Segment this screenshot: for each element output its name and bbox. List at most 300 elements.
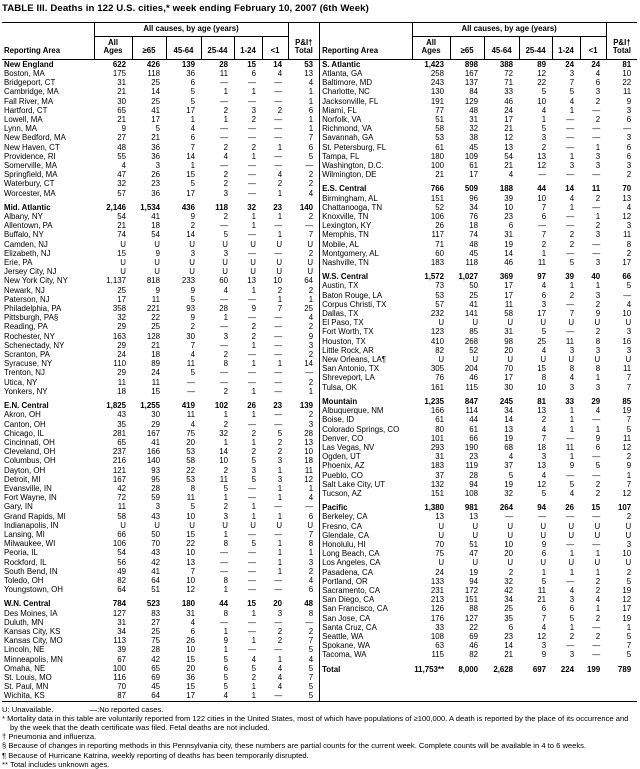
value-cell: 3 — [569, 650, 575, 660]
value-cell: 25 — [151, 78, 160, 88]
value-cell: 5 — [541, 488, 547, 498]
value-cell: — — [274, 322, 283, 332]
city-row — [2, 350, 319, 359]
value-cell: 40 — [591, 272, 601, 282]
value-cell: 51 — [435, 115, 445, 124]
value-cell: 36 — [186, 68, 195, 78]
city-row — [2, 429, 319, 438]
value-cell: 3 — [595, 345, 601, 355]
value-cell: — — [274, 340, 283, 350]
value-cell: 180 — [430, 151, 445, 161]
value-cell: 65 — [151, 663, 160, 673]
value-cell: 1 — [626, 470, 632, 480]
value-cell: 3 — [595, 151, 601, 161]
value-cell: 1 — [277, 654, 283, 664]
value-cell: 107 — [617, 503, 632, 513]
value-cell: 233 — [181, 276, 195, 286]
value-cell: 19 — [622, 585, 632, 595]
reporting-area-header: Reporting Area — [2, 23, 94, 59]
reporting-area-cell: Total — [322, 664, 341, 674]
value-cell: U — [276, 258, 283, 268]
value-cell: 4 — [595, 68, 601, 78]
reporting-area-cell: Bridgeport, CT — [4, 78, 56, 88]
value-cell: U — [154, 258, 160, 268]
city-row — [2, 230, 319, 239]
pi-total-header: P&I† Total — [288, 23, 319, 59]
legend-unavailable: U: Unavailable. — [2, 704, 54, 714]
value-cell: 68 — [504, 442, 514, 452]
value-cell: 2 — [223, 179, 228, 189]
city-row — [320, 115, 637, 124]
value-cell: 50 — [151, 529, 160, 539]
value-cell: 30 — [504, 382, 514, 392]
reporting-area-cell: Yonkers, NY — [4, 386, 48, 396]
value-cell: 11 — [537, 258, 547, 268]
value-cell: 2 — [308, 248, 314, 258]
value-cell: 11 — [591, 184, 601, 194]
value-cell: — — [566, 248, 575, 258]
value-cell: 5 — [508, 470, 514, 480]
value-cell: 13 — [504, 424, 514, 434]
value-cell: 3 — [595, 382, 601, 392]
value-cell: 5 — [626, 576, 632, 586]
value-cell: 2 — [251, 428, 256, 438]
city-row — [2, 502, 319, 511]
value-cell: U — [222, 520, 228, 530]
value-cell: 5 — [251, 663, 256, 673]
value-cell: 1 — [251, 636, 256, 646]
value-cell: 24 — [435, 567, 445, 577]
value-cell: U — [594, 558, 601, 568]
value-cell: 69 — [469, 631, 479, 641]
value-cell: 15 — [247, 59, 256, 69]
value-cell: 76 — [435, 373, 445, 383]
value-cell: — — [623, 124, 632, 134]
value-cell: 47 — [117, 170, 126, 180]
reporting-area-cell: St. Petersburg, FL — [322, 142, 387, 152]
value-cell: 13 — [537, 461, 547, 471]
value-cell: — — [274, 386, 283, 396]
value-cell: 12 — [537, 479, 547, 489]
reporting-area-cell: Long Beach, CA — [322, 549, 380, 559]
city-row — [2, 378, 319, 387]
value-cell: 13 — [504, 142, 514, 152]
city-row — [320, 471, 637, 480]
value-cell: 118 — [215, 202, 228, 212]
col-header-ge65: ≥65 — [132, 36, 166, 59]
value-cell: 20 — [186, 437, 195, 447]
reporting-area-cell: Toledo, OH — [4, 575, 44, 585]
city-row — [2, 249, 319, 258]
value-cell: 6 — [308, 585, 314, 595]
value-cell: 127 — [464, 613, 479, 623]
reporting-area-cell: Albuquerque, NM — [322, 406, 384, 416]
reporting-area-cell: Minneapolis, MN — [4, 654, 63, 664]
reporting-area-cell: Cincinnati, OH — [4, 437, 55, 447]
value-cell: 10 — [537, 193, 547, 203]
value-cell: — — [538, 221, 547, 231]
city-row — [2, 539, 319, 548]
value-cell: 4 — [190, 419, 195, 429]
value-cell: 31 — [186, 608, 195, 618]
value-cell: 72 — [504, 68, 514, 78]
value-cell: 3 — [595, 230, 601, 240]
value-cell: 2 — [308, 410, 314, 420]
city-row — [320, 69, 637, 78]
value-cell: 22 — [469, 622, 479, 632]
reporting-area-cell: Charlotte, NC — [322, 87, 370, 97]
value-cell: 67 — [117, 654, 126, 664]
value-cell: 981 — [464, 503, 479, 513]
value-cell: — — [566, 470, 575, 480]
value-cell: 48 — [469, 239, 479, 249]
value-cell: 2,146 — [106, 202, 126, 212]
value-cell: 1 — [277, 212, 283, 222]
reporting-area-cell: South Bend, IN — [4, 566, 58, 576]
value-cell: 16 — [622, 336, 632, 346]
value-cell: 11 — [504, 299, 514, 309]
city-row — [320, 355, 637, 364]
city-row — [2, 475, 319, 484]
value-cell: 35 — [117, 419, 126, 429]
value-cell: 237 — [112, 447, 126, 457]
value-cell: 5 — [155, 124, 160, 134]
reporting-area-cell: Jersey City, NJ — [4, 267, 57, 277]
value-cell: 3 — [541, 452, 547, 462]
value-cell: 5 — [277, 428, 283, 438]
value-cell: 1 — [595, 549, 601, 559]
value-cell: 9 — [251, 304, 256, 314]
city-row — [320, 595, 637, 604]
value-cell: 1 — [308, 87, 314, 97]
value-cell: 28 — [151, 483, 160, 493]
value-cell: 5 — [190, 96, 195, 106]
value-cell: 11 — [186, 359, 195, 369]
value-cell: 11 — [565, 336, 575, 346]
value-cell: — — [592, 133, 601, 143]
reporting-area-cell: Fall River, MA — [4, 96, 54, 106]
value-cell: 18 — [117, 386, 126, 396]
value-cell: 26 — [151, 170, 160, 180]
value-cell: 20 — [273, 599, 283, 609]
city-row — [2, 585, 319, 594]
value-cell: 106 — [430, 212, 445, 222]
city-row — [320, 434, 637, 443]
region-total-row — [2, 203, 319, 212]
value-cell: 2 — [251, 331, 256, 341]
value-cell: 10 — [537, 382, 547, 392]
city-row — [320, 415, 637, 424]
value-cell: 11 — [622, 87, 632, 97]
value-cell: 4 — [223, 151, 228, 161]
value-cell: 11 — [622, 364, 632, 374]
value-cell: — — [274, 78, 283, 88]
value-cell: 7 — [626, 641, 632, 651]
city-row — [2, 447, 319, 456]
city-row — [320, 480, 637, 489]
value-cell: 172 — [464, 585, 479, 595]
value-cell: 4 — [308, 575, 314, 585]
value-cell: 7 — [541, 613, 547, 623]
value-cell: 5 — [251, 539, 256, 549]
value-cell: 10 — [186, 645, 195, 655]
value-cell: 1 — [308, 483, 314, 493]
value-cell: 388 — [499, 59, 514, 69]
value-cell: — — [592, 239, 601, 249]
value-cell: 23 — [273, 202, 283, 212]
col-header-25-44: 25-44 — [201, 36, 234, 59]
city-row — [320, 87, 637, 96]
value-cell: 48 — [469, 105, 479, 115]
value-cell: 818 — [146, 276, 160, 286]
value-cell: 10 — [186, 548, 195, 558]
value-cell: 110 — [113, 359, 126, 369]
value-cell: 766 — [430, 184, 445, 194]
value-cell: 23 — [469, 452, 479, 462]
value-cell: 66 — [622, 272, 632, 282]
value-cell: 1 — [223, 626, 228, 636]
value-cell: 94 — [537, 503, 547, 513]
value-cell: — — [538, 170, 547, 180]
value-cell: 74 — [469, 230, 479, 240]
value-cell: 25 — [151, 626, 160, 636]
value-cell: 100 — [112, 663, 126, 673]
reporting-area-cell: Duluth, MN — [4, 617, 44, 627]
value-cell: — — [274, 115, 283, 124]
col-header-all-ages: All Ages — [412, 36, 450, 59]
value-cell: 3 — [595, 87, 601, 97]
value-cell: 10 — [622, 309, 632, 319]
value-cell: 5 — [595, 461, 601, 471]
city-row — [2, 456, 319, 465]
value-cell: U — [307, 520, 314, 530]
value-cell: 2 — [541, 415, 547, 425]
value-cell: 98 — [504, 336, 514, 346]
city-row — [2, 410, 319, 419]
value-cell: — — [274, 377, 283, 387]
value-cell: — — [592, 650, 601, 660]
reporting-area-cell: Utica, NY — [4, 377, 38, 387]
deaths-table-right — [320, 23, 637, 674]
value-cell: 2 — [223, 142, 228, 152]
value-cell: U — [507, 558, 514, 568]
city-row — [2, 512, 319, 521]
value-cell: 1 — [277, 493, 283, 503]
reporting-area-cell: Springfield, MA — [4, 170, 58, 180]
value-cell: 4 — [569, 193, 575, 203]
value-cell: 3 — [251, 465, 256, 475]
value-cell: 32 — [504, 576, 514, 586]
value-cell: 9 — [626, 461, 632, 471]
city-row — [320, 249, 637, 258]
value-cell: 37 — [504, 461, 514, 471]
col-header-all-ages: All Ages — [94, 36, 132, 59]
city-row — [2, 530, 319, 539]
value-cell: 1 — [569, 151, 575, 161]
city-row — [2, 576, 319, 585]
value-cell: 116 — [113, 672, 126, 682]
value-cell: 6 — [190, 78, 195, 88]
value-cell: 41 — [151, 212, 160, 222]
city-row — [2, 466, 319, 475]
city-row — [2, 558, 319, 567]
value-cell: 59 — [151, 493, 160, 503]
value-cell: 53 — [304, 59, 314, 69]
value-cell: 1 — [277, 539, 283, 549]
value-cell: 9 — [595, 309, 601, 319]
value-cell: 245 — [499, 396, 514, 406]
value-cell: 75 — [435, 549, 445, 559]
value-cell: 6 — [508, 622, 514, 632]
value-cell: 4 — [541, 622, 547, 632]
value-cell: 166 — [146, 447, 160, 457]
reporting-area-cell: Pacific — [322, 503, 348, 513]
value-cell: — — [305, 368, 314, 378]
value-cell: 17 — [504, 281, 514, 291]
value-cell: 15 — [186, 170, 195, 180]
value-cell: 7 — [190, 566, 195, 576]
value-cell: 4 — [541, 105, 547, 115]
value-cell: 1,423 — [424, 59, 445, 69]
value-cell: 10 — [622, 549, 632, 559]
value-cell: 4 — [277, 672, 283, 682]
value-cell: — — [274, 691, 283, 701]
value-cell: — — [248, 645, 256, 655]
value-cell: — — [274, 331, 283, 341]
value-cell: 23 — [151, 179, 160, 189]
value-cell: — — [187, 377, 195, 387]
city-row — [320, 300, 637, 309]
reporting-area-cell: San Diego, CA — [322, 595, 375, 605]
value-cell: 1 — [223, 87, 228, 97]
value-cell: U — [250, 239, 256, 249]
value-cell: 180 — [181, 599, 195, 609]
value-cell: 1,255 — [140, 401, 160, 411]
value-cell: — — [274, 313, 283, 323]
value-cell: 11 — [219, 68, 228, 78]
value-cell: 7 — [569, 309, 575, 319]
value-cell: — — [248, 78, 256, 88]
value-cell: 118 — [147, 68, 160, 78]
value-cell: 1 — [251, 608, 256, 618]
value-cell: 3 — [541, 641, 547, 651]
reporting-area-cell: Tacoma, WA — [322, 650, 367, 660]
value-cell: 13 — [186, 557, 195, 567]
value-cell: 58 — [504, 309, 514, 319]
value-cell: 6 — [541, 549, 547, 559]
value-cell: 127 — [112, 608, 126, 618]
value-cell: 109 — [464, 151, 479, 161]
reporting-area-cell: Honolulu, HI — [322, 539, 366, 549]
value-cell: 4 — [277, 663, 283, 673]
value-cell: — — [274, 350, 283, 360]
value-cell: U — [594, 521, 601, 531]
reporting-area-cell: Berkeley, CA — [322, 512, 368, 522]
value-cell: 6 — [626, 151, 632, 161]
value-cell: 1 — [223, 313, 228, 323]
value-cell: 10 — [504, 202, 514, 212]
value-cell: 1 — [251, 386, 256, 396]
value-cell: — — [274, 575, 283, 585]
value-cell: — — [566, 512, 575, 522]
value-cell: 29 — [151, 419, 160, 429]
city-row — [2, 106, 319, 115]
value-cell: 1,137 — [106, 276, 126, 286]
value-cell: 167 — [112, 474, 126, 484]
value-cell: 1,572 — [424, 272, 445, 282]
value-cell: 6 — [308, 105, 314, 115]
city-row — [2, 304, 319, 313]
value-cell: 58 — [435, 124, 445, 134]
value-cell: 9 — [595, 433, 601, 443]
value-cell: U — [189, 258, 195, 268]
city-row — [320, 461, 637, 470]
value-cell: 12 — [304, 474, 314, 484]
value-cell: 31 — [504, 230, 514, 240]
value-cell: 4 — [251, 654, 256, 664]
reporting-area-cell: W.S. Central — [322, 272, 369, 282]
value-cell: U — [307, 239, 314, 249]
value-cell: 19 — [504, 239, 514, 249]
value-cell: 2 — [569, 230, 575, 240]
value-cell: — — [592, 539, 601, 549]
value-cell: 2 — [308, 212, 314, 222]
city-row — [2, 143, 319, 152]
value-cell: 32 — [469, 124, 479, 134]
region-total-row — [320, 184, 637, 193]
value-cell: 25 — [469, 290, 479, 300]
value-cell: 85 — [469, 327, 479, 337]
value-cell: U — [276, 267, 283, 277]
table-left-half — [2, 23, 319, 701]
value-cell: 1 — [595, 424, 601, 434]
value-cell: 9 — [626, 96, 632, 106]
value-cell: 39 — [504, 193, 514, 203]
city-row — [2, 124, 319, 133]
value-cell: — — [248, 419, 256, 429]
value-cell: 1 — [251, 212, 256, 222]
col-header-lt1: <1 — [580, 36, 606, 59]
value-cell: 49 — [117, 566, 126, 576]
value-cell: — — [248, 248, 256, 258]
value-cell: 8 — [595, 336, 601, 346]
value-cell: 1 — [251, 151, 256, 161]
value-cell: 11 — [565, 442, 575, 452]
value-cell: 12 — [622, 212, 632, 222]
city-row — [2, 438, 319, 447]
value-cell: — — [220, 340, 228, 350]
value-cell: 1 — [569, 281, 575, 291]
value-cell: 6 — [541, 290, 547, 300]
value-cell: — — [274, 617, 283, 627]
value-cell: 1,534 — [140, 202, 160, 212]
value-cell: — — [566, 221, 575, 231]
value-cell: 32 — [117, 313, 126, 323]
value-cell: 19 — [469, 567, 479, 577]
reporting-area-cell: Pueblo, CO — [322, 470, 363, 480]
reporting-area-cell: Glendale, CA — [322, 530, 370, 540]
value-cell: U — [540, 530, 547, 540]
reporting-area-cell: Syracuse, NY — [4, 359, 53, 369]
value-cell: 3 — [569, 345, 575, 355]
value-cell: 22 — [151, 313, 160, 323]
city-row — [2, 286, 319, 295]
city-row — [320, 194, 637, 203]
value-cell: 101 — [430, 433, 445, 443]
value-cell: — — [274, 133, 283, 143]
value-cell: 2 — [190, 322, 195, 332]
value-cell: 1 — [251, 437, 256, 447]
